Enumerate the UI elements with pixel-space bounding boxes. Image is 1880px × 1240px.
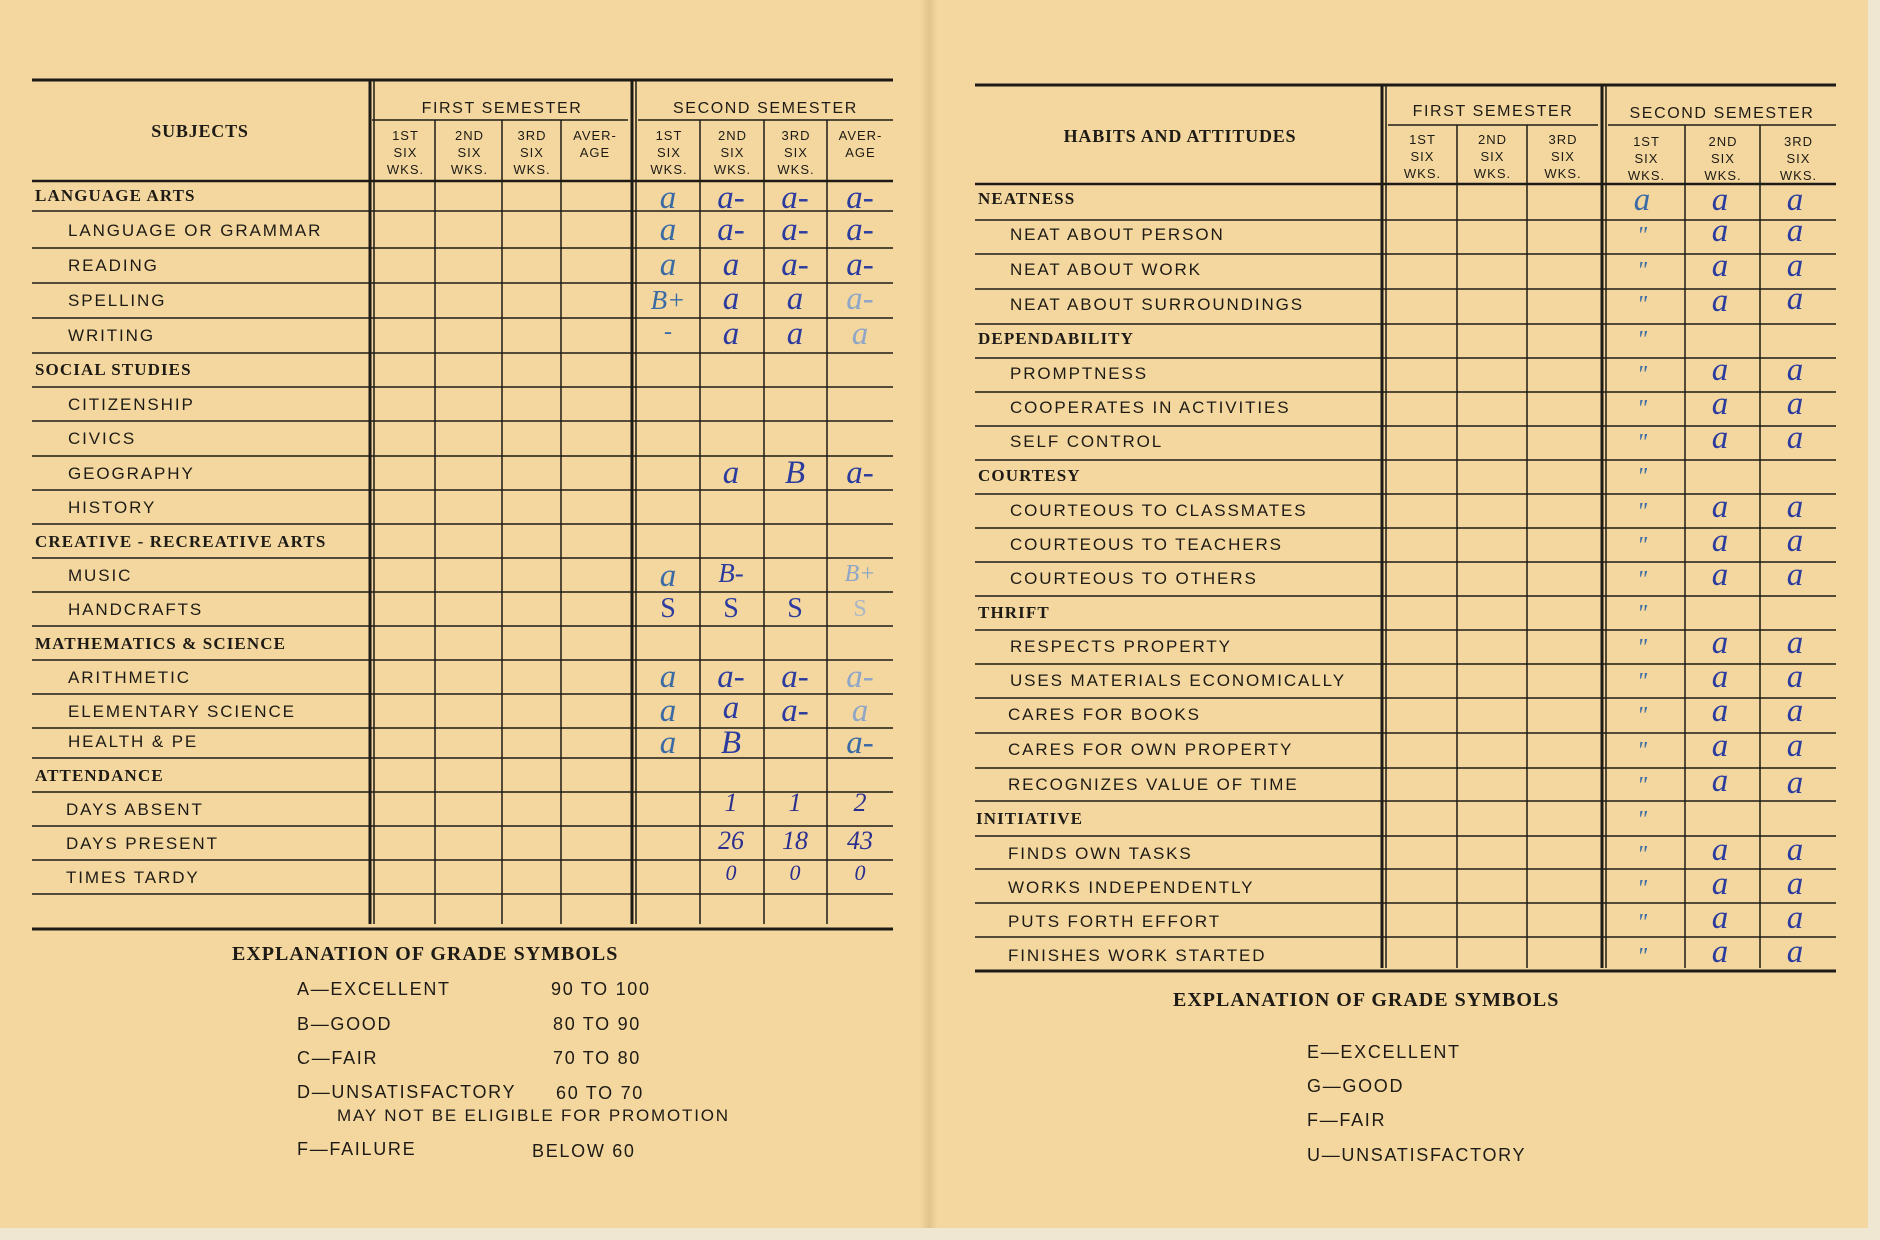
grade-cell: a- xyxy=(846,212,874,248)
habit-grade-cell: a xyxy=(1786,281,1804,317)
right-first-semester: FIRST SEMESTER xyxy=(1412,103,1574,120)
grade-cell: a xyxy=(659,693,677,729)
legend-f-fair: F—FAIR xyxy=(1307,1110,1387,1130)
row-social-studies: SOCIAL STUDIES xyxy=(35,360,192,379)
grade-cell: a xyxy=(659,180,677,216)
col-2-1st-six-wks: 1ST SIX WKS. xyxy=(650,128,688,177)
times-tardy-3: 0 xyxy=(789,860,801,885)
legend-d: D—UNSATISFACTORY xyxy=(297,1082,517,1102)
habit-ditto-mark: " xyxy=(1636,703,1648,729)
habit-grade-cell: a xyxy=(1786,728,1804,764)
row-neat-work: NEAT ABOUT WORK xyxy=(1010,260,1202,279)
row-time: RECOGNIZES VALUE OF TIME xyxy=(1008,775,1299,794)
row-neat-person: NEAT ABOUT PERSON xyxy=(1010,225,1225,244)
row-books: CARES FOR BOOKS xyxy=(1008,705,1201,724)
habit-grade-cell: a xyxy=(1711,659,1729,695)
row-finishes: FINISHES WORK STARTED xyxy=(1008,946,1267,965)
habit-grade-cell: a xyxy=(1711,489,1729,525)
row-arithmetic: ARITHMETIC xyxy=(68,668,191,687)
grade-cell: a xyxy=(786,316,804,352)
grade-cell: a- xyxy=(781,212,809,248)
row-math-science: MATHEMATICS & SCIENCE xyxy=(35,634,287,653)
row-grammar: LANGUAGE OR GRAMMAR xyxy=(68,221,323,240)
grade-cell: B xyxy=(784,455,806,491)
col-2-average: AVER- AGE xyxy=(838,128,883,160)
row-geography: GEOGRAPHY xyxy=(68,464,195,483)
legend-g: G—GOOD xyxy=(1307,1076,1405,1096)
legend-b-range: 80 TO 90 xyxy=(553,1014,641,1034)
row-days-absent: DAYS ABSENT xyxy=(66,800,204,819)
row-self-control: SELF CONTROL xyxy=(1010,432,1164,451)
habit-ditto-mark: " xyxy=(1636,362,1648,388)
habit-ditto-mark: " xyxy=(1636,567,1648,593)
col-1st-six-wks: 1ST SIX WKS. xyxy=(386,128,425,177)
habit-ditto-mark: " xyxy=(1636,738,1648,764)
legend-e: E—EXCELLENT xyxy=(1307,1042,1461,1062)
grade-cell: a- xyxy=(846,281,874,317)
habit-grade-cell: a xyxy=(1633,182,1651,218)
grade-cell: a xyxy=(659,725,677,761)
habit-grade-cell: a xyxy=(1711,832,1729,868)
grade-cell: a xyxy=(722,455,740,491)
grade-cell: a xyxy=(659,247,677,283)
row-handcrafts: HANDCRAFTS xyxy=(68,600,204,619)
row-attendance: ATTENDANCE xyxy=(35,766,164,785)
legend-u: U—UNSATISFACTORY xyxy=(1307,1145,1527,1165)
row-neatness: NEATNESS xyxy=(978,189,1076,208)
subjects-header: SUBJECTS xyxy=(151,121,249,141)
habit-grade-cell: a xyxy=(1711,352,1729,388)
row-writing: WRITING xyxy=(68,326,155,345)
col-2-3rd-six-wks: 3RD SIX WKS. xyxy=(777,128,815,177)
grade-cell: a xyxy=(659,659,677,695)
legend-a: A—EXCELLENT xyxy=(297,979,451,999)
habit-ditto-mark: " xyxy=(1636,635,1648,661)
habit-grade-cell: a xyxy=(1711,900,1729,936)
habit-grade-cell: a xyxy=(1786,352,1804,388)
habit-grade-cell: a xyxy=(1711,420,1729,456)
habit-ditto-mark: " xyxy=(1636,223,1648,249)
habit-ditto-mark: " xyxy=(1636,396,1648,422)
habit-ditto-mark: " xyxy=(1636,327,1648,353)
grade-cell: S xyxy=(723,593,739,624)
grade-cell: S xyxy=(787,593,803,624)
habit-grade-cell: a xyxy=(1711,934,1729,970)
row-thrift: THRIFT xyxy=(978,603,1050,622)
habits-header: HABITS AND ATTITUDES xyxy=(1063,126,1297,146)
row-court-others: COURTEOUS TO OTHERS xyxy=(1010,569,1258,588)
habit-grade-cell: a xyxy=(1711,283,1729,319)
grade-cell: a- xyxy=(717,212,745,248)
legend-b: B—GOOD xyxy=(297,1014,393,1034)
row-court-teachers: COURTEOUS TO TEACHERS xyxy=(1010,535,1283,554)
habit-grade-cell: a xyxy=(1711,557,1729,593)
row-tasks: FINDS OWN TASKS xyxy=(1008,844,1193,863)
habit-grade-cell: a xyxy=(1786,866,1804,902)
habit-ditto-mark: " xyxy=(1636,258,1648,284)
habit-grade-cell: a xyxy=(1711,763,1729,799)
grade-cell: B- xyxy=(718,558,744,588)
grade-cell: B xyxy=(720,725,742,761)
habit-ditto-mark: " xyxy=(1636,464,1648,490)
habit-grade-cell: a xyxy=(1786,523,1804,559)
days-absent-3: 1 xyxy=(788,788,802,817)
habit-grade-cell: a xyxy=(1786,386,1804,422)
grade-cell: a- xyxy=(846,247,874,283)
habit-grade-cell: a xyxy=(1786,832,1804,868)
grade-cell: a xyxy=(786,281,804,317)
habit-grade-cell: a xyxy=(1711,523,1729,559)
left-second-semester: SECOND SEMESTER xyxy=(673,100,858,117)
habit-ditto-mark: " xyxy=(1636,533,1648,559)
habit-ditto-mark: " xyxy=(1636,842,1648,868)
habit-ditto-mark: " xyxy=(1636,773,1648,799)
legend-a-range: 90 TO 100 xyxy=(551,979,651,999)
habit-ditto-mark: " xyxy=(1636,669,1648,695)
habit-grade-cell: a xyxy=(1786,420,1804,456)
rcol-2-2nd-six-wks: 2ND SIX WKS. xyxy=(1704,134,1742,183)
row-days-present: DAYS PRESENT xyxy=(66,834,219,853)
row-courtesy: COURTESY xyxy=(978,466,1081,485)
habit-grade-cell: a xyxy=(1786,659,1804,695)
grade-cell: a xyxy=(722,316,740,352)
habit-grade-cell: a xyxy=(1786,934,1804,970)
grade-cell: a- xyxy=(781,247,809,283)
habit-grade-cell: a xyxy=(1786,182,1804,218)
rcol-1st-six-wks: 1ST SIX WKS. xyxy=(1403,132,1442,181)
rcol-2-3rd-six-wks: 3RD SIX WKS. xyxy=(1779,134,1818,183)
legend-c-range: 70 TO 80 xyxy=(553,1048,641,1068)
grade-cell: a xyxy=(722,281,740,317)
times-tardy-avg: 0 xyxy=(854,860,866,885)
days-absent-2: 1 xyxy=(724,788,738,817)
grade-cell: B+ xyxy=(650,285,686,315)
grade-cell: a xyxy=(722,247,740,283)
grade-cell: a- xyxy=(781,659,809,695)
col-2-2nd-six-wks: 2ND SIX WKS. xyxy=(713,128,752,177)
rcol-2nd-six-wks: 2ND SIX WKS. xyxy=(1473,132,1512,181)
row-effort: PUTS FORTH EFFORT xyxy=(1008,912,1222,931)
habit-grade-cell: a xyxy=(1786,489,1804,525)
habit-grade-cell: a xyxy=(1786,625,1804,661)
right-second-semester: SECOND SEMESTER xyxy=(1629,105,1815,122)
habit-grade-cell: a xyxy=(1711,728,1729,764)
times-tardy-2: 0 xyxy=(725,860,737,885)
legend-f-range: BELOW 60 xyxy=(532,1141,636,1161)
legend-f: F—FAILURE xyxy=(297,1139,417,1159)
habit-grade-cell: a xyxy=(1711,625,1729,661)
grade-cell: a- xyxy=(717,659,745,695)
grade-cell: a xyxy=(851,693,869,729)
grade-cell: S xyxy=(660,593,676,624)
legend-d-note: MAY NOT BE ELIGIBLE FOR PROMOTION xyxy=(337,1106,730,1125)
grade-cell: a- xyxy=(781,693,809,729)
grade-cell: a- xyxy=(781,180,809,216)
row-civics: CIVICS xyxy=(68,429,137,448)
row-respects: RESPECTS PROPERTY xyxy=(1010,637,1232,656)
habit-grade-cell: a xyxy=(1786,557,1804,593)
row-neat-surroundings: NEAT ABOUT SURROUNDINGS xyxy=(1010,295,1305,314)
habit-grade-cell: a xyxy=(1786,765,1804,801)
habit-grade-cell: a xyxy=(1711,213,1729,249)
row-history: HISTORY xyxy=(68,498,157,517)
habit-ditto-mark: " xyxy=(1636,601,1648,627)
left-first-semester: FIRST SEMESTER xyxy=(421,100,583,117)
row-health-pe: HEALTH & PE xyxy=(68,732,199,751)
days-present-3: 18 xyxy=(782,826,808,855)
row-language-arts: LANGUAGE ARTS xyxy=(35,186,196,205)
habit-ditto-mark: " xyxy=(1636,876,1648,902)
grade-cell: a- xyxy=(846,725,874,761)
row-independently: WORKS INDEPENDENTLY xyxy=(1008,878,1255,897)
habit-grade-cell: a xyxy=(1711,386,1729,422)
days-absent-avg: 2 xyxy=(853,788,867,817)
row-materials: USES MATERIALS ECONOMICALLY xyxy=(1010,671,1346,690)
habit-ditto-mark: " xyxy=(1636,292,1648,318)
row-cooperates: COOPERATES IN ACTIVITIES xyxy=(1010,398,1291,417)
rcol-2-1st-six-wks: 1ST SIX WKS. xyxy=(1627,134,1666,183)
grade-cell: a- xyxy=(846,180,874,216)
row-reading: READING xyxy=(68,256,159,275)
habit-ditto-mark: " xyxy=(1636,807,1648,833)
grade-cell: B+ xyxy=(844,561,876,587)
days-present-avg: 43 xyxy=(847,826,873,855)
grade-cell: a xyxy=(659,558,677,594)
row-times-tardy: TIMES TARDY xyxy=(66,868,200,887)
right-explanation-title: EXPLANATION OF GRADE SYMBOLS xyxy=(1173,989,1560,1011)
grade-cell: a- xyxy=(846,455,874,491)
habit-grade-cell: a xyxy=(1786,213,1804,249)
row-dependability: DEPENDABILITY xyxy=(978,329,1134,348)
row-own-property: CARES FOR OWN PROPERTY xyxy=(1008,740,1294,759)
habit-grade-cell: a xyxy=(1786,693,1804,729)
habit-grade-cell: a xyxy=(1711,248,1729,284)
grade-cell: S xyxy=(853,596,867,622)
row-music: MUSIC xyxy=(68,566,133,585)
habit-grade-cell: a xyxy=(1786,900,1804,936)
row-creative-arts: CREATIVE - RECREATIVE ARTS xyxy=(35,532,327,551)
habit-grade-cell: a xyxy=(1711,182,1729,218)
row-spelling: SPELLING xyxy=(68,291,167,310)
row-promptness: PROMPTNESS xyxy=(1010,364,1149,383)
row-elementary-science: ELEMENTARY SCIENCE xyxy=(68,702,296,721)
grade-cell: a xyxy=(659,212,677,248)
grade-cell: a- xyxy=(846,659,874,695)
habit-ditto-mark: " xyxy=(1636,499,1648,525)
row-citizenship: CITIZENSHIP xyxy=(68,395,195,414)
row-initiative: INITIATIVE xyxy=(976,809,1084,828)
grade-cell: - xyxy=(664,319,672,345)
left-explanation-title: EXPLANATION OF GRADE SYMBOLS xyxy=(232,943,619,965)
habit-ditto-mark: " xyxy=(1636,944,1648,970)
habit-ditto-mark: " xyxy=(1636,910,1648,936)
habit-grade-cell: a xyxy=(1711,866,1729,902)
row-court-classmates: COURTEOUS TO CLASSMATES xyxy=(1010,501,1308,520)
legend-c: C—FAIR xyxy=(297,1048,379,1068)
col-3rd-six-wks: 3RD SIX WKS. xyxy=(513,128,551,177)
rcol-3rd-six-wks: 3RD SIX WKS. xyxy=(1544,132,1582,181)
col-2nd-six-wks: 2ND SIX WKS. xyxy=(450,128,489,177)
legend-d-range: 60 TO 70 xyxy=(556,1083,644,1103)
days-present-2: 26 xyxy=(718,826,744,855)
grade-cell: a xyxy=(851,316,869,352)
habit-ditto-mark: " xyxy=(1636,430,1648,456)
col-average: AVER- AGE xyxy=(573,128,617,160)
habit-grade-cell: a xyxy=(1786,248,1804,284)
grade-cell: a- xyxy=(717,180,745,216)
grade-cell: a xyxy=(722,690,740,726)
habit-grade-cell: a xyxy=(1711,693,1729,729)
